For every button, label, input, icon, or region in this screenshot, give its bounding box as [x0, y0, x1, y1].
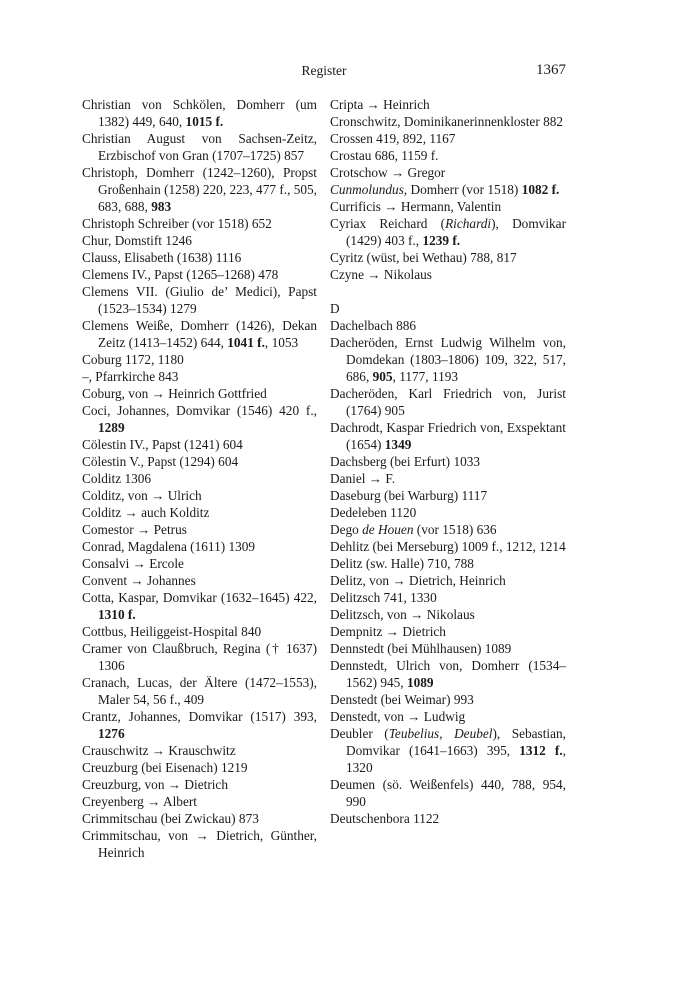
page-header — [82, 63, 566, 81]
index-entry — [330, 164, 566, 181]
entry-text: Colditz → auch Kolditz — [82, 505, 210, 520]
entry-text: Cramer von Claußbruch, Regina († 1637) 1306 — [82, 641, 317, 673]
italic-text: Teubelius — [388, 726, 440, 741]
entry-text: Cyritz (wüst, bei Wethau) 788, 817 — [330, 250, 517, 265]
entry-text: Clemens Weiße, Domherr (1426), Dekan Zeitz (1413–1452) 644, — [82, 318, 317, 350]
entry-text: Czyne → Nikolaus — [330, 267, 432, 282]
entry-text: Clauss, Elisabeth (1638) 1116 — [82, 250, 242, 265]
index-entry — [82, 453, 317, 470]
entry-text: Comestor → Petrus — [82, 522, 187, 537]
index-entry — [330, 96, 566, 113]
index-entry — [82, 742, 317, 759]
entry-text: Currificis → Hermann, Valentin — [330, 199, 502, 214]
index-entry — [330, 181, 566, 198]
index-entry — [330, 453, 566, 470]
entry-text: Crotschow → Gregor — [330, 165, 446, 180]
entry-text: Dehlitz (bei Merseburg) 1009 f., 1212, 1214 — [330, 539, 566, 554]
index-column-left — [82, 96, 317, 861]
italic-text: Deubel — [454, 726, 493, 741]
index-entry — [82, 164, 317, 215]
entry-text: Dedeleben 1120 — [330, 505, 417, 520]
entry-text: Cronschwitz, Dominikanerinnenkloster 882 — [330, 114, 564, 129]
entry-text: Cripta → Heinrich — [330, 97, 430, 112]
index-entry — [82, 759, 317, 776]
entry-text: Coci, Johannes, Domvikar (1546) 420 f., — [82, 403, 317, 418]
index-column-right — [330, 96, 566, 827]
index-entry — [82, 793, 317, 810]
index-entry — [82, 555, 317, 572]
page-ref-bold: 1276 — [98, 726, 125, 741]
index-entry — [330, 708, 566, 725]
index-entry — [330, 589, 566, 606]
index-entry — [82, 640, 317, 674]
entry-text: Christian August von Sachsen-Zeitz, Erzbischof von Gran (1707–1725) 857 — [82, 131, 317, 163]
entry-text: Chur, Domstift 1246 — [82, 233, 192, 248]
index-entry — [82, 96, 317, 130]
entry-text: Crimmitschau (bei Zwickau) 873 — [82, 811, 259, 826]
entry-text: Dacheröden, Ernst Ludwig Wilhelm von, Domdekan (1803–1806) 109, 322, 517, 686, — [330, 335, 566, 384]
entry-text: Clemens IV., Papst (1265–1268) 478 — [82, 267, 279, 282]
entry-text: Denstedt, von → Ludwig — [330, 709, 466, 724]
index-entry — [330, 249, 566, 266]
index-entry — [330, 130, 566, 147]
entry-text: Crossen 419, 892, 1167 — [330, 131, 456, 146]
entry-text: , — [439, 726, 455, 741]
index-entry — [330, 385, 566, 419]
page-ref-bold: 905 — [372, 369, 393, 384]
entry-text: Convent → Johannes — [82, 573, 196, 588]
index-section-d — [330, 317, 566, 827]
entry-text: Cranach, Lucas, der Ältere (1472–1553), Maler 54, 56 f., 409 — [82, 675, 317, 707]
entry-text: Deutschenbora 1122 — [330, 811, 440, 826]
entry-text: , Domherr (vor 1518) — [403, 182, 522, 197]
italic-text: Cunmolundus — [330, 182, 404, 197]
index-entry — [82, 283, 317, 317]
entry-text: Colditz, von → Ulrich — [82, 488, 202, 503]
index-entry — [330, 606, 566, 623]
page-ref-bold: 1349 — [384, 437, 412, 452]
index-entry — [330, 504, 566, 521]
index-entry — [82, 521, 317, 538]
entry-text: (vor 1518) 636 — [413, 522, 497, 537]
index-entry — [330, 555, 566, 572]
index-entry — [82, 776, 317, 793]
entry-text: Delitz, von → Dietrich, Heinrich — [330, 573, 506, 588]
entry-text: Dempnitz → Dietrich — [330, 624, 446, 639]
entry-text: Dennstedt (bei Mühlhausen) 1089 — [330, 641, 512, 656]
index-entry — [82, 674, 317, 708]
index-entry — [330, 810, 566, 827]
entry-text: Cyriax Reichard ( — [330, 216, 446, 231]
index-entry — [82, 385, 317, 402]
index-entry — [82, 368, 317, 385]
index-entry — [82, 317, 317, 351]
entry-text: Denstedt (bei Weimar) 993 — [330, 692, 474, 707]
index-entry — [82, 266, 317, 283]
entry-text: Coburg 1172, 1180 — [82, 352, 184, 367]
page-ref-bold: 1015 f. — [185, 114, 224, 129]
entry-text: Christian von Schkölen, Domherr (um 1382) 449, 640, — [82, 97, 317, 129]
running-head: Register — [301, 63, 347, 78]
index-entry — [330, 487, 566, 504]
entry-text: Daseburg (bei Warburg) 1117 — [330, 488, 488, 503]
index-entry — [82, 487, 317, 504]
index-entry — [82, 572, 317, 589]
entry-text: Christoph, Domherr (1242–1260), Propst Großenhain (1258) 220, 223, 477 f., 505, 683, 688, — [82, 165, 317, 214]
index-entry — [82, 504, 317, 521]
entry-text: , 1177, 1193 — [392, 369, 459, 384]
entry-text: Clemens VII. (Giulio de’ Medici), Papst (1523–1534) 1279 — [82, 284, 317, 316]
index-entry — [330, 147, 566, 164]
entry-text: Dacheröden, Karl Friedrich von, Jurist (1764) 905 — [330, 386, 566, 418]
page-ref-bold: 1312 f. — [519, 743, 563, 758]
entry-text: Cölestin V., Papst (1294) 604 — [82, 454, 239, 469]
page-number: 1367 — [536, 62, 566, 78]
index-entry — [82, 249, 317, 266]
index-entry — [82, 402, 317, 436]
index-entry — [82, 436, 317, 453]
index-entry — [82, 538, 317, 555]
index-entry — [330, 572, 566, 589]
page-ref-bold: 1089 — [406, 675, 434, 690]
index-entry — [82, 351, 317, 368]
index-entry — [330, 215, 566, 249]
entry-text: Colditz 1306 — [82, 471, 152, 486]
index-entry — [82, 589, 317, 623]
index-entry — [330, 776, 566, 810]
entry-text: Delitzsch 741, 1330 — [330, 590, 437, 605]
entry-text: Cölestin IV., Papst (1241) 604 — [82, 437, 243, 452]
entry-text: Dachrodt, Kaspar Friedrich von, Exspektant (1654) — [330, 420, 566, 452]
entry-text: Deubler ( — [330, 726, 389, 741]
index-entry — [330, 623, 566, 640]
entry-text: , 1320 — [346, 743, 567, 775]
index-entry — [330, 266, 566, 283]
index-entry — [82, 470, 317, 487]
entry-text: , 1053 — [264, 335, 299, 350]
entry-text: Creuzburg (bei Eisenach) 1219 — [82, 760, 248, 775]
entry-text: Dachsberg (bei Erfurt) 1033 — [330, 454, 481, 469]
entry-text: Consalvi → Ercole — [82, 556, 184, 571]
entry-text: Crauschwitz → Krauschwitz — [82, 743, 236, 758]
page-ref-bold: 1082 f. — [521, 182, 560, 197]
index-entry — [82, 232, 317, 249]
entry-text: Coburg, von → Heinrich Gottfried — [82, 386, 267, 401]
index-entry — [82, 215, 317, 232]
index-entry — [82, 708, 317, 742]
index-entry — [330, 113, 566, 130]
page-ref-bold: 1289 — [98, 420, 125, 435]
entry-text: –, Pfarrkirche 843 — [82, 369, 179, 384]
index-entry — [82, 810, 317, 827]
index-entry — [330, 317, 566, 334]
index-entry — [330, 334, 566, 385]
entry-text: Delitz (sw. Halle) 710, 788 — [330, 556, 474, 571]
entry-text: Dachelbach 886 — [330, 318, 417, 333]
index-entry — [82, 623, 317, 640]
entry-text: ), Sebastian, Domvikar (1641–1663) 395, — [346, 726, 566, 758]
index-section-c — [330, 96, 566, 283]
index-entry — [330, 538, 566, 555]
page-ref-bold: 1310 f. — [98, 607, 136, 622]
index-entry — [330, 640, 566, 657]
italic-text: Richardi — [445, 216, 492, 231]
index-entry — [330, 521, 566, 538]
index-entry — [82, 827, 317, 861]
entry-text: Dennstedt, Ulrich von, Domherr (1534–1562) 945, — [330, 658, 566, 690]
entry-text: Dego — [330, 522, 363, 537]
entry-text: Daniel → F. — [330, 471, 396, 486]
index-entry — [330, 691, 566, 708]
entry-text: Crimmitschau, von → Dietrich, Günther, Heinrich — [82, 828, 317, 860]
italic-text: de Houen — [362, 522, 414, 537]
page-ref-bold: 983 — [151, 199, 172, 214]
index-entry — [330, 725, 566, 776]
index-entry — [330, 419, 566, 453]
entry-text: Deumen (sö. Weißenfels) 440, 788, 954, 990 — [330, 777, 566, 809]
entry-text: Cottbus, Heiliggeist-Hospital 840 — [82, 624, 262, 639]
entry-text: Delitzsch, von → Nikolaus — [330, 607, 475, 622]
entry-text: Creuzburg, von → Dietrich — [82, 777, 228, 792]
index-entry — [82, 130, 317, 164]
index-entry — [330, 470, 566, 487]
page-ref-bold: 1041 f. — [227, 335, 265, 350]
page-ref-bold: 1239 f. — [422, 233, 461, 248]
entry-text: Crostau 686, 1159 f. — [330, 148, 439, 163]
entry-text: Crantz, Johannes, Domvikar (1517) 393, — [82, 709, 317, 724]
index-entry — [330, 198, 566, 215]
entry-text: Creyenberg → Albert — [82, 794, 197, 809]
entry-text: ), Domvikar (1429) 403 f., — [346, 216, 566, 248]
index-entry — [330, 657, 566, 691]
entry-text: Conrad, Magdalena (1611) 1309 — [82, 539, 256, 554]
entry-text: Christoph Schreiber (vor 1518) 652 — [82, 216, 272, 231]
entry-text: Cotta, Kaspar, Domvikar (1632–1645) 422, — [82, 590, 317, 605]
section-letter-heading: D — [330, 301, 340, 316]
